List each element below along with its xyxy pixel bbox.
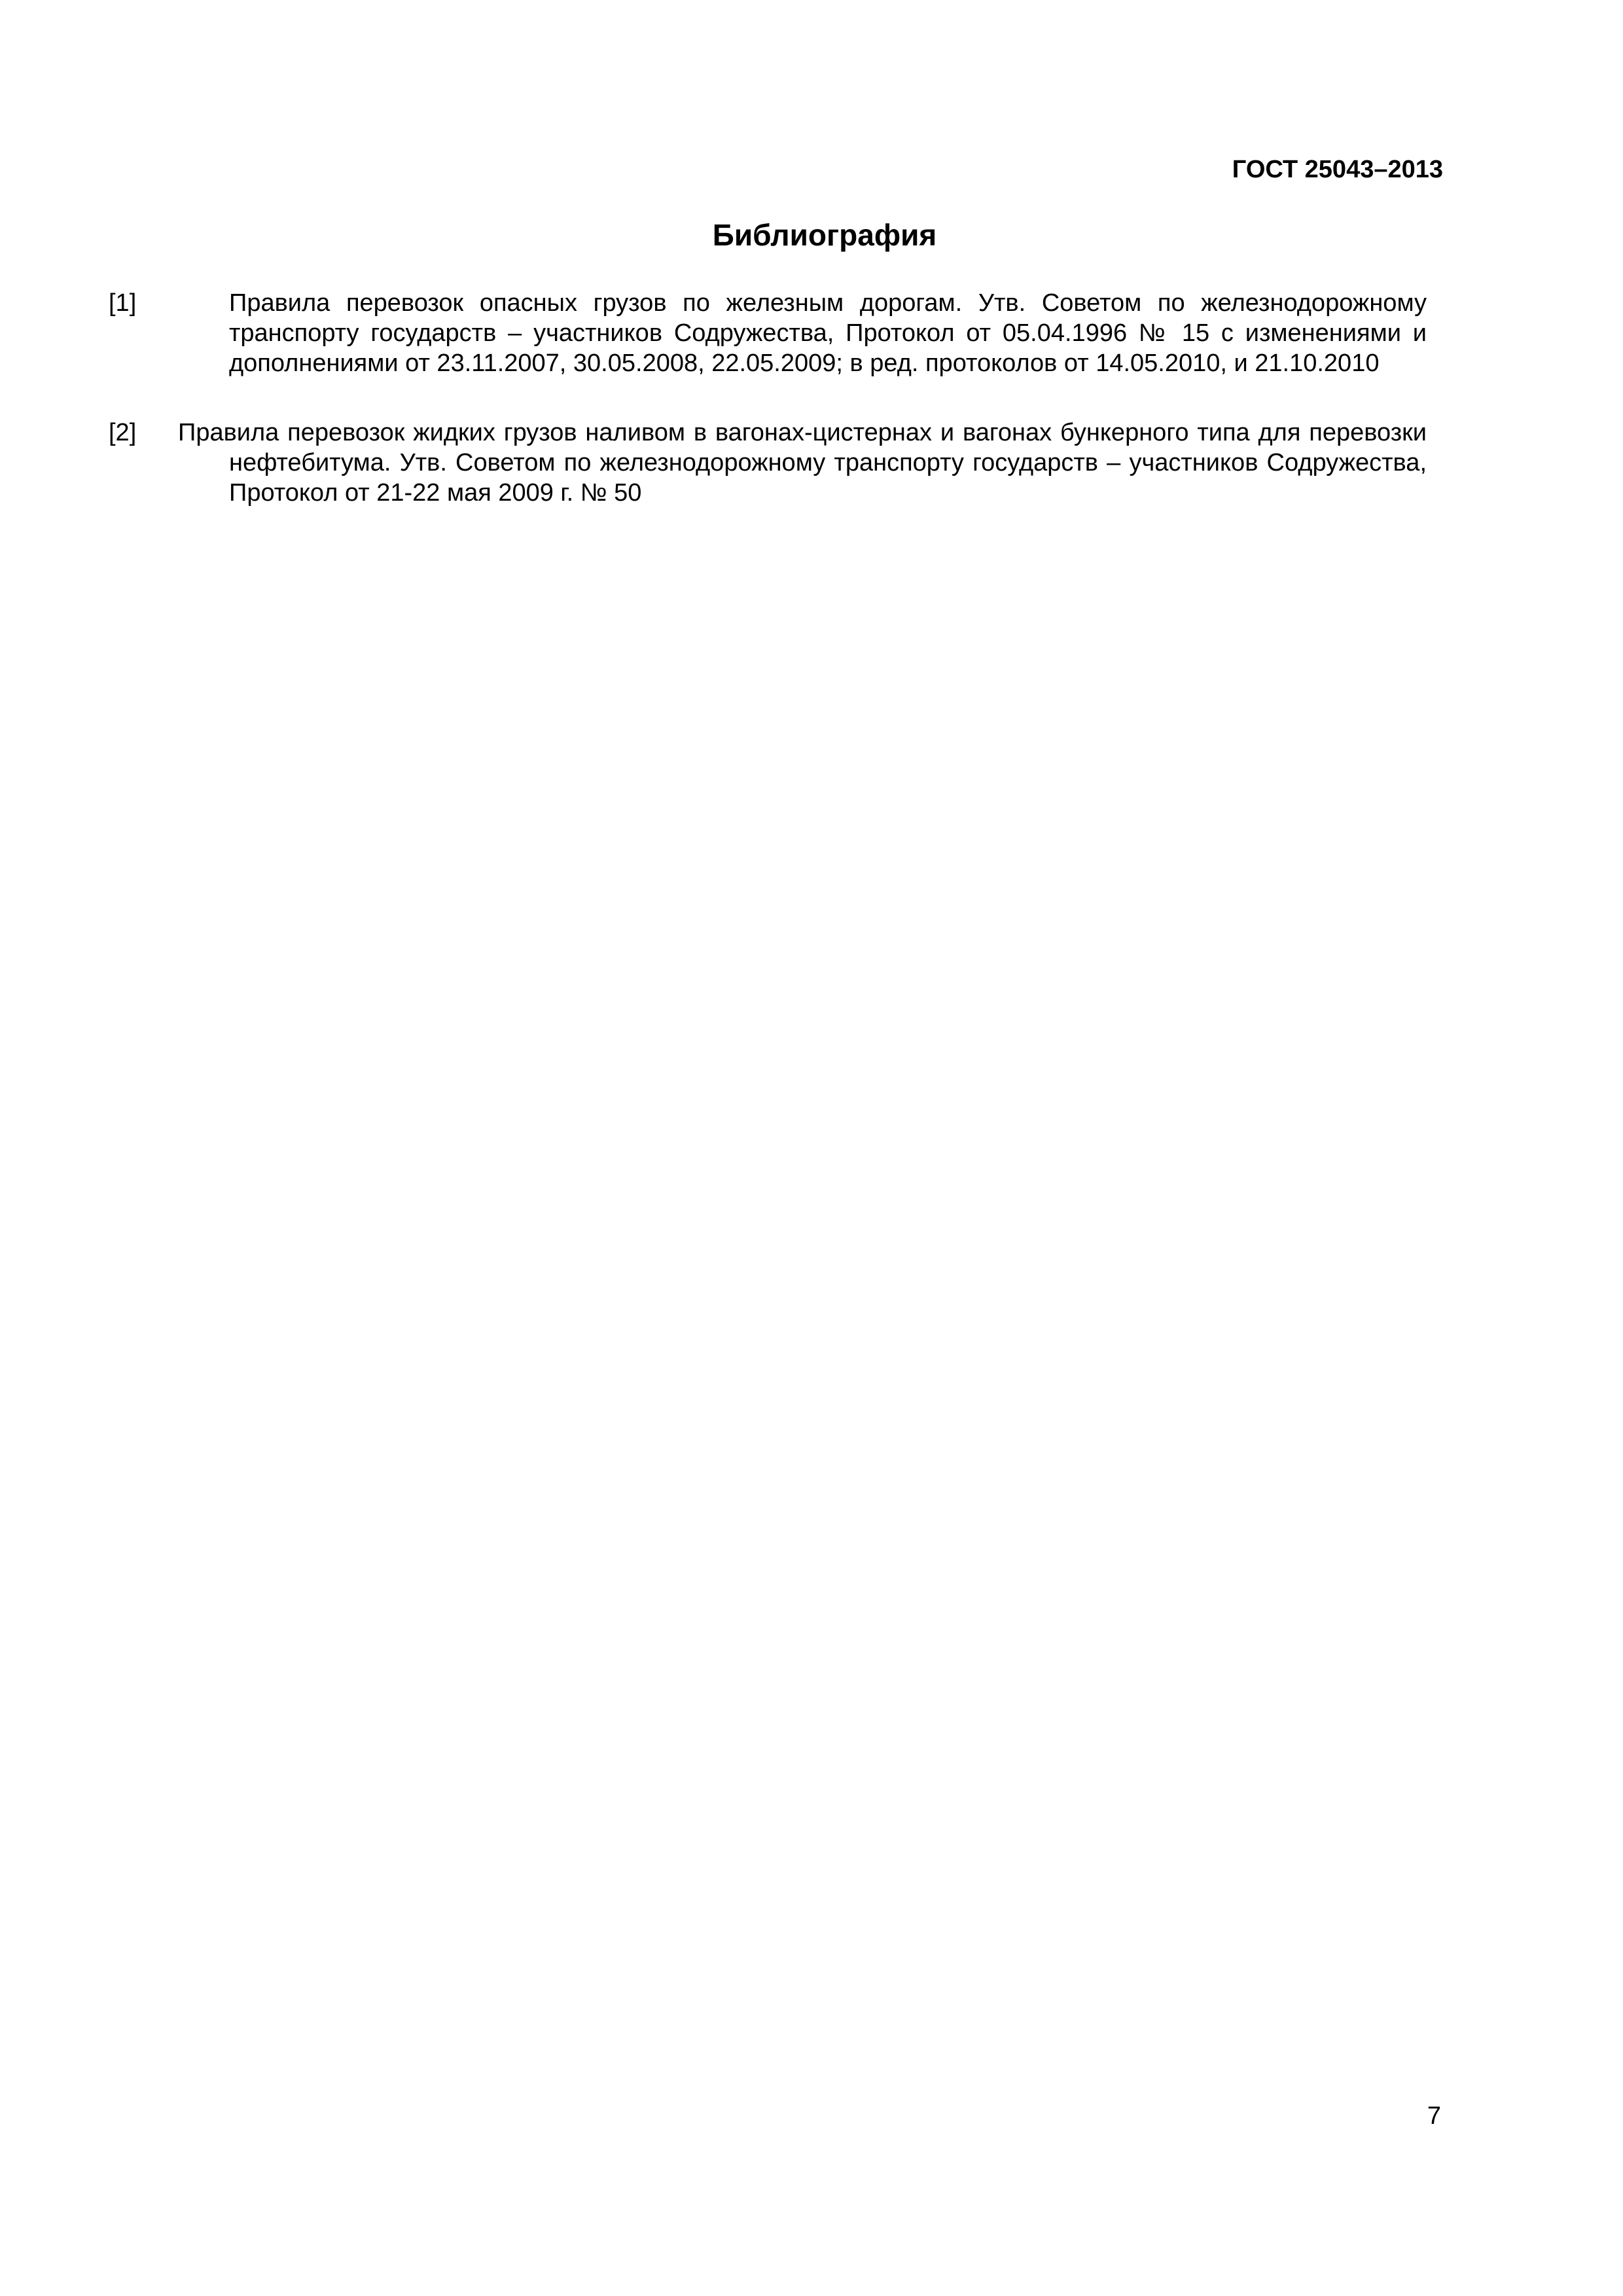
bibliography-list [109,288,1427,508]
page-number: 7 [1427,2102,1441,2130]
page-title: Библиография [712,218,937,252]
bibliography-entry [109,288,1427,378]
bibliography-entry-number: [1] [109,289,137,317]
bibliography-entry [109,418,1427,508]
bibliography-entry-number: [2] [109,419,137,446]
bibliography-entry-text: Правила перевозок жидких грузов наливом в вагонах-цистернах и вагонах бункерного типа для перевозки нефтебитума. Утв. Советом по железнодорожному транспорту государств – участников Содружества, Протокол от 21-22 мая 2009 г. № 50 [178,419,1427,507]
bibliography-entry-text: Правила перевозок опасных грузов по железным дорогам. Утв. Советом по железнодорожному транспорту государств – участников Содружества, Протокол от 05.04.1996 № 15 с изменениями и дополнениями от 23.11.2007, 30.05.2008, 22.05.2009; в ред. протоколов от 14.05.2010, и 21.10.2010 [229,289,1427,377]
document-code-header: ГОСТ 25043–2013 [1232,156,1443,183]
